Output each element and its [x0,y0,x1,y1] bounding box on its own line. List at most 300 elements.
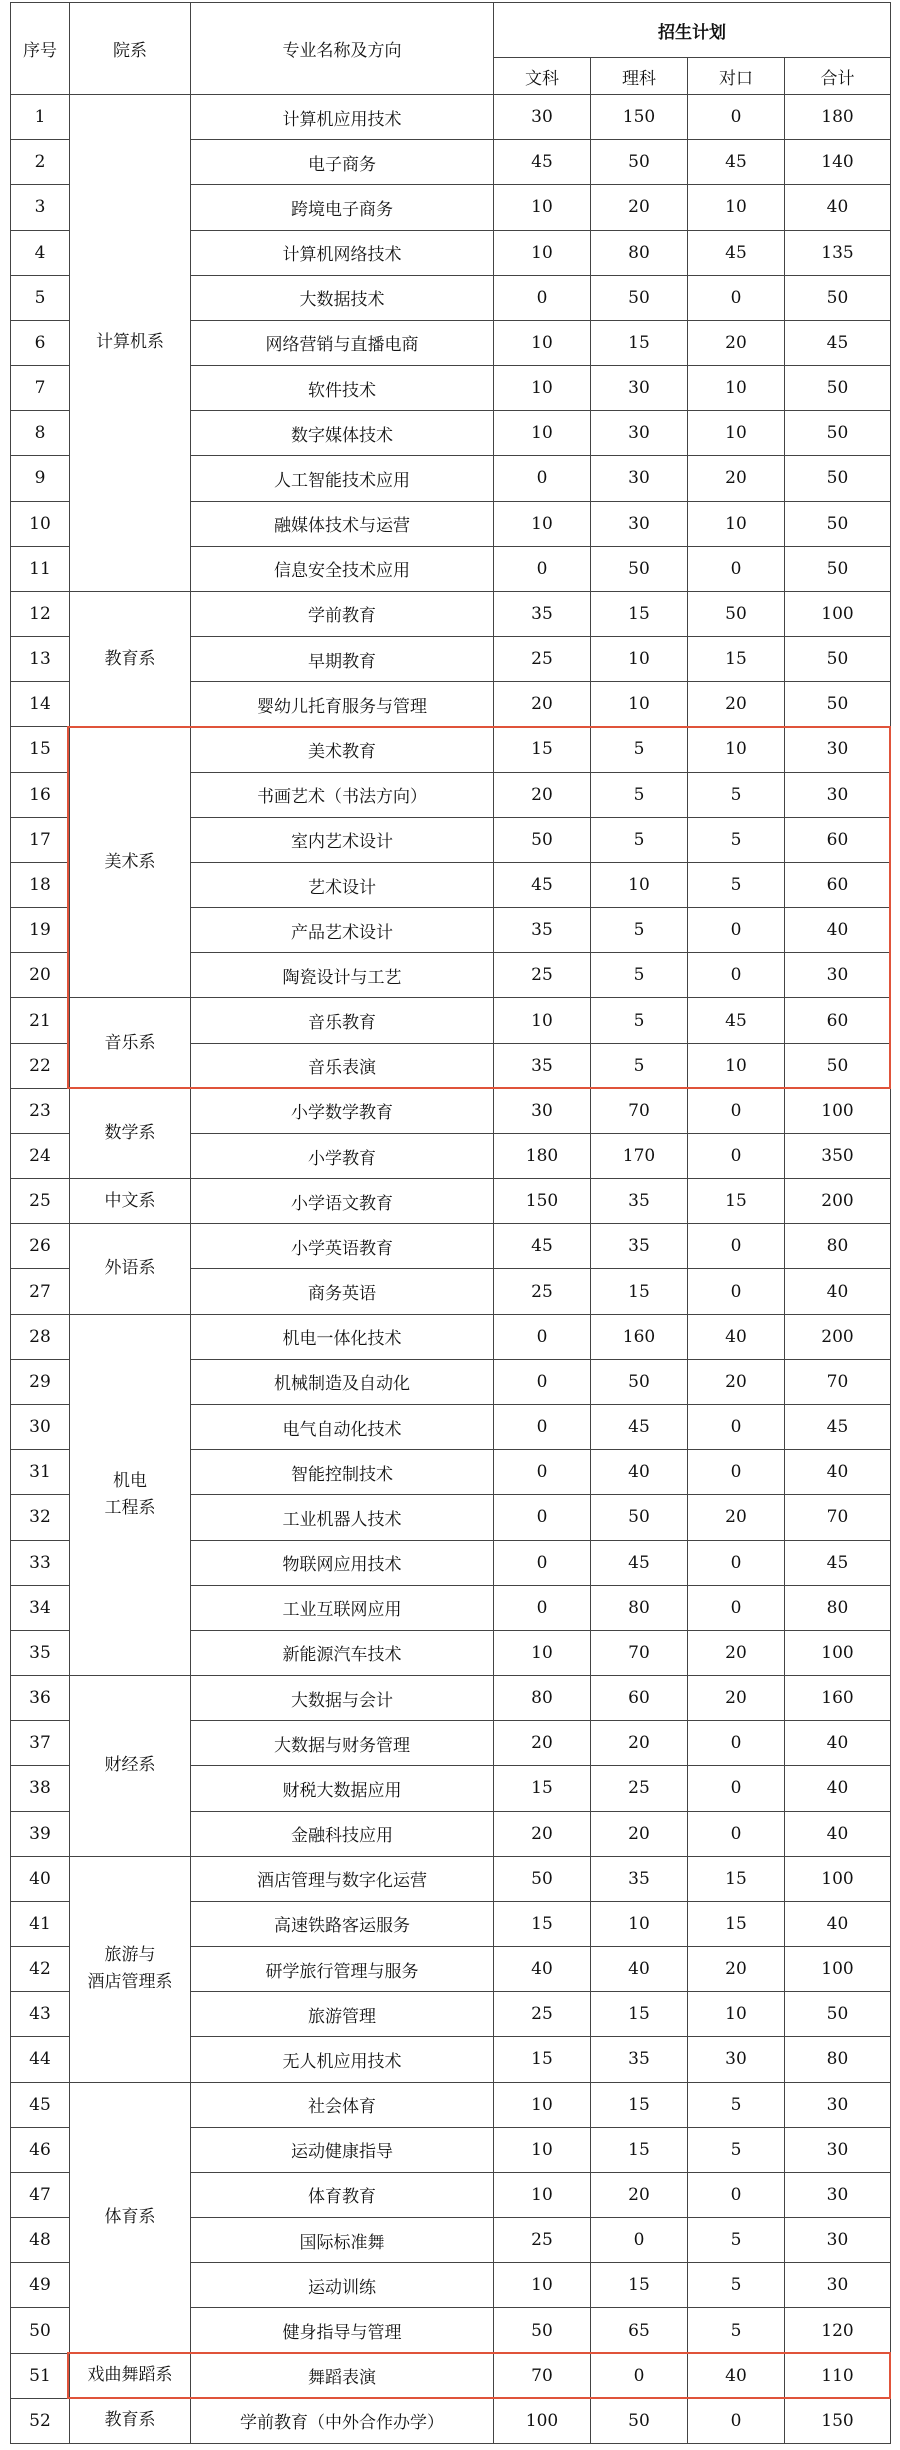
cell-total: 30 [785,727,891,772]
cell-arts: 35 [494,908,591,953]
cell-arts: 15 [494,1901,591,1946]
cell-total: 30 [785,2218,891,2263]
cell-index: 40 [11,1856,70,1901]
cell-index: 7 [11,366,70,411]
cell-index: 14 [11,682,70,727]
cell-science: 65 [591,2308,688,2353]
cell-total: 100 [785,1630,891,1675]
cell-major: 音乐表演 [191,1043,494,1088]
cell-index: 17 [11,817,70,862]
cell-index: 27 [11,1269,70,1314]
cell-index: 9 [11,456,70,501]
cell-arts: 35 [494,591,591,636]
cell-total: 60 [785,862,891,907]
cell-science: 35 [591,2037,688,2082]
cell-total: 40 [785,908,891,953]
cell-index: 25 [11,1179,70,1224]
cell-arts: 35 [494,1043,591,1088]
cell-index: 10 [11,501,70,546]
cell-major: 融媒体技术与运营 [191,501,494,546]
cell-total: 50 [785,637,891,682]
cell-index: 2 [11,140,70,185]
cell-major: 运动训练 [191,2263,494,2308]
cell-arts: 10 [494,501,591,546]
cell-index: 31 [11,1450,70,1495]
cell-department: 数学系 [70,1088,191,1178]
cell-department: 音乐系 [70,998,191,1088]
cell-total: 30 [785,2263,891,2308]
cell-department: 计算机系 [70,95,191,592]
cell-index: 39 [11,1811,70,1856]
cell-arts: 15 [494,1766,591,1811]
cell-index: 8 [11,411,70,456]
cell-arts: 15 [494,727,591,772]
cell-index: 11 [11,546,70,591]
cell-index: 47 [11,2172,70,2217]
cell-index: 35 [11,1630,70,1675]
cell-arts: 0 [494,1314,591,1359]
cell-vocational: 0 [688,546,785,591]
cell-science: 15 [591,2127,688,2172]
cell-major: 小学语文教育 [191,1179,494,1224]
cell-total: 30 [785,772,891,817]
cell-science: 50 [591,140,688,185]
cell-total: 200 [785,1179,891,1224]
cell-major: 大数据与会计 [191,1676,494,1721]
cell-total: 180 [785,95,891,140]
cell-science: 5 [591,998,688,1043]
cell-total: 80 [785,1585,891,1630]
table-row [11,998,891,1043]
cell-arts: 10 [494,1630,591,1675]
header-vocational: 对口 [688,58,785,95]
cell-science: 50 [591,2398,688,2443]
table-row [11,1856,891,1901]
cell-science: 5 [591,817,688,862]
cell-major: 电子商务 [191,140,494,185]
cell-vocational: 0 [688,1585,785,1630]
cell-science: 0 [591,2218,688,2263]
cell-major: 商务英语 [191,1269,494,1314]
cell-science: 15 [591,320,688,365]
cell-major: 计算机应用技术 [191,95,494,140]
cell-science: 70 [591,1088,688,1133]
cell-index: 29 [11,1359,70,1404]
table-row [11,95,891,140]
cell-major: 音乐教育 [191,998,494,1043]
cell-index: 46 [11,2127,70,2172]
cell-vocational: 10 [688,1043,785,1088]
cell-arts: 10 [494,2082,591,2127]
cell-arts: 50 [494,817,591,862]
cell-arts: 25 [494,953,591,998]
cell-major: 机械制造及自动化 [191,1359,494,1404]
cell-index: 52 [11,2398,70,2443]
cell-vocational: 20 [688,1359,785,1404]
cell-science: 40 [591,1947,688,1992]
cell-total: 40 [785,1721,891,1766]
cell-major: 新能源汽车技术 [191,1630,494,1675]
cell-major: 研学旅行管理与服务 [191,1947,494,1992]
cell-science: 35 [591,1179,688,1224]
cell-science: 80 [591,230,688,275]
cell-vocational: 0 [688,908,785,953]
cell-index: 3 [11,185,70,230]
table-row [11,2082,891,2127]
cell-science: 15 [591,2082,688,2127]
cell-department: 教育系 [70,591,191,727]
cell-vocational: 0 [688,275,785,320]
cell-vocational: 0 [688,2172,785,2217]
cell-total: 150 [785,2398,891,2443]
cell-science: 50 [591,275,688,320]
cell-index: 15 [11,727,70,772]
cell-vocational: 0 [688,2398,785,2443]
cell-major: 旅游管理 [191,1992,494,2037]
cell-science: 80 [591,1585,688,1630]
table-row [11,727,891,772]
cell-arts: 15 [494,2037,591,2082]
table-header [11,3,891,95]
cell-arts: 45 [494,140,591,185]
cell-arts: 0 [494,275,591,320]
cell-vocational: 5 [688,817,785,862]
cell-arts: 10 [494,2172,591,2217]
cell-major: 酒店管理与数字化运营 [191,1856,494,1901]
cell-index: 1 [11,95,70,140]
cell-major: 体育教育 [191,2172,494,2217]
cell-index: 30 [11,1404,70,1449]
cell-vocational: 0 [688,95,785,140]
cell-science: 30 [591,456,688,501]
cell-vocational: 5 [688,772,785,817]
cell-total: 50 [785,411,891,456]
cell-total: 135 [785,230,891,275]
cell-arts: 45 [494,862,591,907]
cell-arts: 10 [494,998,591,1043]
cell-major: 运动健康指导 [191,2127,494,2172]
cell-vocational: 10 [688,366,785,411]
cell-index: 49 [11,2263,70,2308]
cell-science: 20 [591,1721,688,1766]
cell-arts: 0 [494,546,591,591]
table-row [11,2398,891,2443]
cell-vocational: 45 [688,998,785,1043]
cell-major: 产品艺术设计 [191,908,494,953]
cell-science: 160 [591,1314,688,1359]
cell-department: 美术系 [70,727,191,998]
cell-major: 信息安全技术应用 [191,546,494,591]
cell-total: 30 [785,2082,891,2127]
cell-science: 170 [591,1133,688,1178]
cell-total: 140 [785,140,891,185]
cell-major: 学前教育 [191,591,494,636]
cell-index: 12 [11,591,70,636]
cell-science: 150 [591,95,688,140]
cell-total: 30 [785,953,891,998]
cell-arts: 0 [494,1495,591,1540]
cell-science: 5 [591,908,688,953]
cell-vocational: 0 [688,1721,785,1766]
header-arts: 文科 [494,58,591,95]
cell-major: 美术教育 [191,727,494,772]
cell-total: 350 [785,1133,891,1178]
cell-vocational: 0 [688,953,785,998]
cell-science: 20 [591,2172,688,2217]
cell-vocational: 0 [688,1811,785,1856]
cell-total: 60 [785,817,891,862]
cell-arts: 20 [494,682,591,727]
cell-science: 5 [591,727,688,772]
header-major: 专业名称及方向 [191,3,494,95]
cell-major: 智能控制技术 [191,1450,494,1495]
cell-vocational: 50 [688,591,785,636]
cell-vocational: 0 [688,1224,785,1269]
cell-total: 50 [785,501,891,546]
cell-science: 10 [591,862,688,907]
cell-total: 50 [785,546,891,591]
cell-total: 50 [785,275,891,320]
cell-total: 120 [785,2308,891,2353]
cell-arts: 10 [494,366,591,411]
cell-major: 早期教育 [191,637,494,682]
cell-science: 15 [591,591,688,636]
cell-index: 16 [11,772,70,817]
cell-total: 50 [785,366,891,411]
cell-science: 15 [591,2263,688,2308]
cell-vocational: 5 [688,2082,785,2127]
cell-science: 60 [591,1676,688,1721]
cell-index: 19 [11,908,70,953]
cell-arts: 25 [494,1992,591,2037]
cell-index: 32 [11,1495,70,1540]
cell-arts: 0 [494,1404,591,1449]
cell-total: 50 [785,1992,891,2037]
cell-arts: 20 [494,1811,591,1856]
cell-science: 40 [591,1450,688,1495]
cell-vocational: 20 [688,1495,785,1540]
cell-vocational: 15 [688,1856,785,1901]
cell-index: 4 [11,230,70,275]
cell-arts: 10 [494,2127,591,2172]
cell-major: 小学数学教育 [191,1088,494,1133]
cell-arts: 30 [494,95,591,140]
cell-science: 35 [591,1224,688,1269]
cell-arts: 0 [494,1450,591,1495]
cell-science: 35 [591,1856,688,1901]
cell-major: 艺术设计 [191,862,494,907]
cell-major: 计算机网络技术 [191,230,494,275]
cell-total: 40 [785,185,891,230]
cell-vocational: 10 [688,185,785,230]
cell-major: 室内艺术设计 [191,817,494,862]
cell-department: 教育系 [70,2398,191,2443]
cell-total: 40 [785,1450,891,1495]
cell-index: 50 [11,2308,70,2353]
cell-department: 旅游与 酒店管理系 [70,1856,191,2082]
cell-major: 物联网应用技术 [191,1540,494,1585]
cell-total: 70 [785,1495,891,1540]
cell-major: 学前教育（中外合作办学） [191,2398,494,2443]
cell-major: 数字媒体技术 [191,411,494,456]
cell-major: 舞蹈表演 [191,2353,494,2398]
header-department: 院系 [70,3,191,95]
cell-total: 40 [785,1269,891,1314]
cell-vocational: 0 [688,1540,785,1585]
cell-vocational: 30 [688,2037,785,2082]
cell-total: 50 [785,1043,891,1088]
cell-index: 44 [11,2037,70,2082]
cell-major: 小学英语教育 [191,1224,494,1269]
cell-arts: 0 [494,1359,591,1404]
cell-vocational: 0 [688,1450,785,1495]
table-row [11,1179,891,1224]
cell-vocational: 10 [688,411,785,456]
table-row [11,1676,891,1721]
cell-arts: 50 [494,1856,591,1901]
cell-arts: 0 [494,1585,591,1630]
cell-science: 20 [591,185,688,230]
cell-arts: 25 [494,1269,591,1314]
cell-major: 电气自动化技术 [191,1404,494,1449]
cell-vocational: 5 [688,2218,785,2263]
cell-vocational: 5 [688,2308,785,2353]
cell-total: 100 [785,1947,891,1992]
cell-vocational: 20 [688,456,785,501]
cell-science: 50 [591,1359,688,1404]
cell-arts: 180 [494,1133,591,1178]
cell-vocational: 20 [688,1676,785,1721]
cell-vocational: 0 [688,1404,785,1449]
cell-total: 45 [785,1540,891,1585]
table-body [11,95,891,2444]
cell-total: 200 [785,1314,891,1359]
cell-department: 戏曲舞蹈系 [70,2353,191,2398]
cell-major: 大数据技术 [191,275,494,320]
cell-vocational: 45 [688,230,785,275]
cell-arts: 100 [494,2398,591,2443]
cell-index: 23 [11,1088,70,1133]
cell-science: 10 [591,1901,688,1946]
cell-arts: 50 [494,2308,591,2353]
cell-major: 人工智能技术应用 [191,456,494,501]
cell-total: 100 [785,1088,891,1133]
cell-index: 38 [11,1766,70,1811]
cell-science: 50 [591,546,688,591]
cell-department: 机电 工程系 [70,1314,191,1675]
cell-index: 42 [11,1947,70,1992]
cell-total: 160 [785,1676,891,1721]
cell-department: 中文系 [70,1179,191,1224]
cell-total: 80 [785,2037,891,2082]
cell-index: 24 [11,1133,70,1178]
cell-science: 5 [591,772,688,817]
cell-index: 45 [11,2082,70,2127]
cell-index: 13 [11,637,70,682]
cell-total: 50 [785,682,891,727]
cell-index: 28 [11,1314,70,1359]
cell-department: 外语系 [70,1224,191,1314]
cell-science: 25 [591,1766,688,1811]
cell-arts: 80 [494,1676,591,1721]
cell-arts: 70 [494,2353,591,2398]
cell-science: 5 [591,953,688,998]
cell-science: 30 [591,366,688,411]
cell-science: 10 [591,682,688,727]
cell-vocational: 5 [688,2263,785,2308]
cell-total: 30 [785,2172,891,2217]
cell-total: 100 [785,591,891,636]
cell-total: 100 [785,1856,891,1901]
cell-arts: 0 [494,456,591,501]
cell-major: 网络营销与直播电商 [191,320,494,365]
cell-arts: 20 [494,1721,591,1766]
cell-major: 财税大数据应用 [191,1766,494,1811]
cell-major: 无人机应用技术 [191,2037,494,2082]
cell-index: 5 [11,275,70,320]
cell-total: 30 [785,2127,891,2172]
cell-total: 70 [785,1359,891,1404]
table-row [11,1224,891,1269]
cell-science: 10 [591,637,688,682]
cell-science: 30 [591,411,688,456]
cell-major: 软件技术 [191,366,494,411]
cell-total: 45 [785,1404,891,1449]
cell-science: 70 [591,1630,688,1675]
cell-vocational: 15 [688,1901,785,1946]
cell-vocational: 45 [688,140,785,185]
cell-total: 50 [785,456,891,501]
table-row [11,1314,891,1359]
cell-index: 51 [11,2353,70,2398]
cell-vocational: 0 [688,1133,785,1178]
table-row [11,2353,891,2398]
cell-vocational: 5 [688,862,785,907]
cell-index: 41 [11,1901,70,1946]
cell-major: 工业机器人技术 [191,1495,494,1540]
cell-total: 60 [785,998,891,1043]
cell-major: 小学教育 [191,1133,494,1178]
cell-major: 机电一体化技术 [191,1314,494,1359]
cell-major: 健身指导与管理 [191,2308,494,2353]
cell-arts: 10 [494,2263,591,2308]
enrollment-plan-table-container [10,2,890,2444]
cell-arts: 25 [494,637,591,682]
cell-science: 15 [591,1992,688,2037]
cell-arts: 45 [494,1224,591,1269]
cell-major: 陶瓷设计与工艺 [191,953,494,998]
cell-arts: 10 [494,320,591,365]
table-row [11,591,891,636]
header-total: 合计 [785,58,891,95]
header-enrollment-plan: 招生计划 [494,3,891,58]
cell-index: 21 [11,998,70,1043]
cell-major: 金融科技应用 [191,1811,494,1856]
cell-index: 33 [11,1540,70,1585]
cell-total: 80 [785,1224,891,1269]
cell-total: 110 [785,2353,891,2398]
cell-total: 40 [785,1901,891,1946]
cell-major: 跨境电子商务 [191,185,494,230]
cell-major: 婴幼儿托育服务与管理 [191,682,494,727]
cell-total: 40 [785,1811,891,1856]
cell-index: 37 [11,1721,70,1766]
cell-arts: 30 [494,1088,591,1133]
cell-vocational: 0 [688,1766,785,1811]
cell-arts: 150 [494,1179,591,1224]
cell-department: 体育系 [70,2082,191,2353]
header-science: 理科 [591,58,688,95]
